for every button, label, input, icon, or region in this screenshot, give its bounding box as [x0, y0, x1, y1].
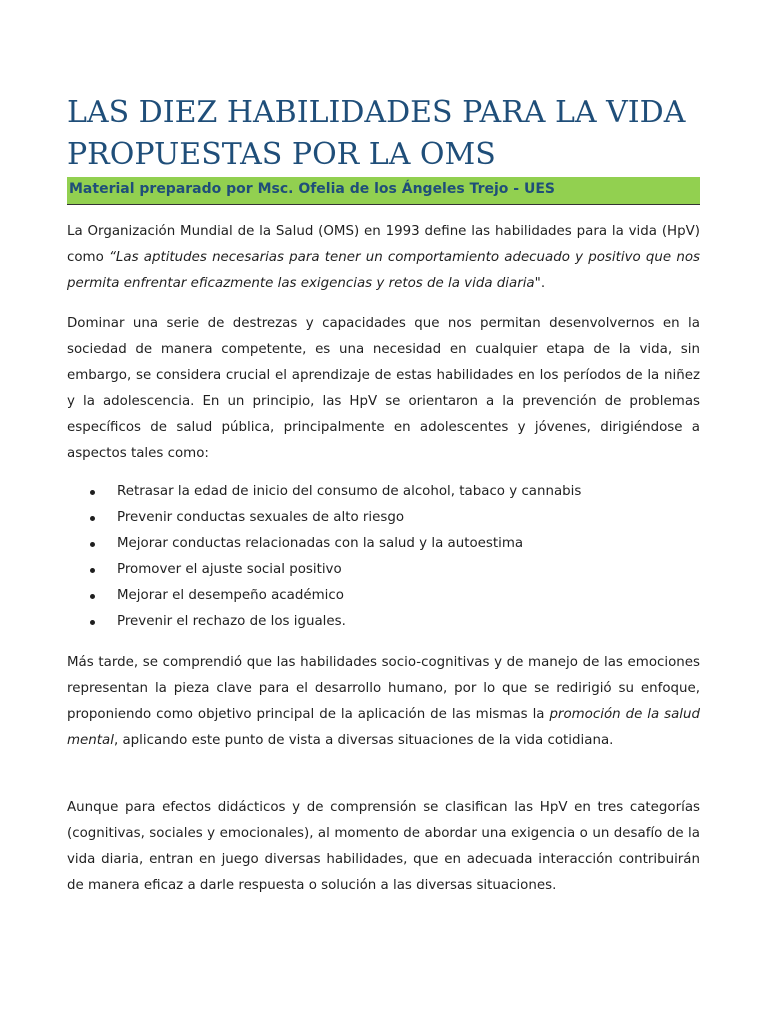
- paragraph-definition-intro: La Organización Mundial de la Salud (OMS) en 1993 define las habilidades para la vida (HpV) como: [67, 224, 700, 265]
- paragraph-mental-health-intro: Más tarde, se comprendió que las habilidades socio-cognitivas y de manejo de las emociones representan la pieza clave para el desarrollo humano, por lo que se redirigió su enfoque, proponiendo como objetivo principal de la aplicación de las mismas la: [67, 655, 700, 722]
- document-title: LAS DIEZ HABILIDADES PARA LA VIDA PROPUESTAS POR LA OMS: [67, 95, 686, 172]
- list-item: [67, 505, 700, 531]
- list-item: [67, 583, 700, 609]
- paragraph-categories: Aunque para efectos didácticos y de comprensión se clasifican las HpV en tres categorías (cognitivas, sociales y emocionales), al momento de abordar una exigencia o un desafío de la vida diaria, entran en juego diversas habilidades, que en adecuada interacción contribuirán de manera eficaz a darle respuesta o solución a las diversas situaciones.: [67, 800, 700, 893]
- list-item: [67, 609, 700, 635]
- paragraph-mental-health-end: , aplicando este punto de vista a diversas situaciones de la vida cotidiana.: [113, 733, 614, 748]
- list-item-text: Retrasar la edad de inicio del consumo de alcohol, tabaco y cannabis: [117, 484, 582, 499]
- list-item-text: Prevenir conductas sexuales de alto riesgo: [117, 510, 405, 525]
- list-item: [67, 531, 700, 557]
- paragraph-definition-end: .: [540, 276, 546, 291]
- list-item: [67, 557, 700, 583]
- paragraph-mental-health: [67, 650, 700, 754]
- subtitle-author-line: Material preparado por Msc. Ofelia de los Ángeles Trejo - UES: [69, 181, 555, 197]
- paragraph-mental-health-emphasis: promoción de la salud mental: [67, 707, 700, 748]
- bullet-dot-icon: [90, 542, 95, 547]
- paragraph-definition: [67, 219, 700, 297]
- list-item: [67, 479, 700, 505]
- bullet-dot-icon: [90, 568, 95, 573]
- list-item-text: Mejorar conductas relacionadas con la salud y la autoestima: [117, 536, 524, 551]
- paragraph-definition-quote: “Las aptitudes necesarias para tener un comportamiento adecuado y positivo que nos permita enfrentar eficazmente las exigencias y retos de la vida diaria": [67, 250, 700, 291]
- bullet-dot-icon: [90, 490, 95, 495]
- list-item-text: Promover el ajuste social positivo: [117, 562, 342, 577]
- bullet-dot-icon: [90, 594, 95, 599]
- bullet-dot-icon: [90, 620, 95, 625]
- bullet-list-aspects: [67, 479, 700, 635]
- paragraph-context: Dominar una serie de destrezas y capacidades que nos permitan desenvolvernos en la sociedad de manera competente, es una necesidad en cualquier etapa de la vida, sin embargo, se considera crucial el aprendizaje de estas habilidades en los períodos de la niñez y la adolescencia. En un principio, las HpV se orientaron a la prevención de problemas específicos de salud pública, principalmente en adolescentes y jóvenes, dirigiéndose a aspectos tales como:: [67, 316, 700, 461]
- bullet-dot-icon: [90, 516, 95, 521]
- list-item-text: Prevenir el rechazo de los iguales.: [117, 614, 346, 629]
- subtitle-banner: [67, 177, 700, 205]
- list-item-text: Mejorar el desempeño académico: [117, 588, 344, 603]
